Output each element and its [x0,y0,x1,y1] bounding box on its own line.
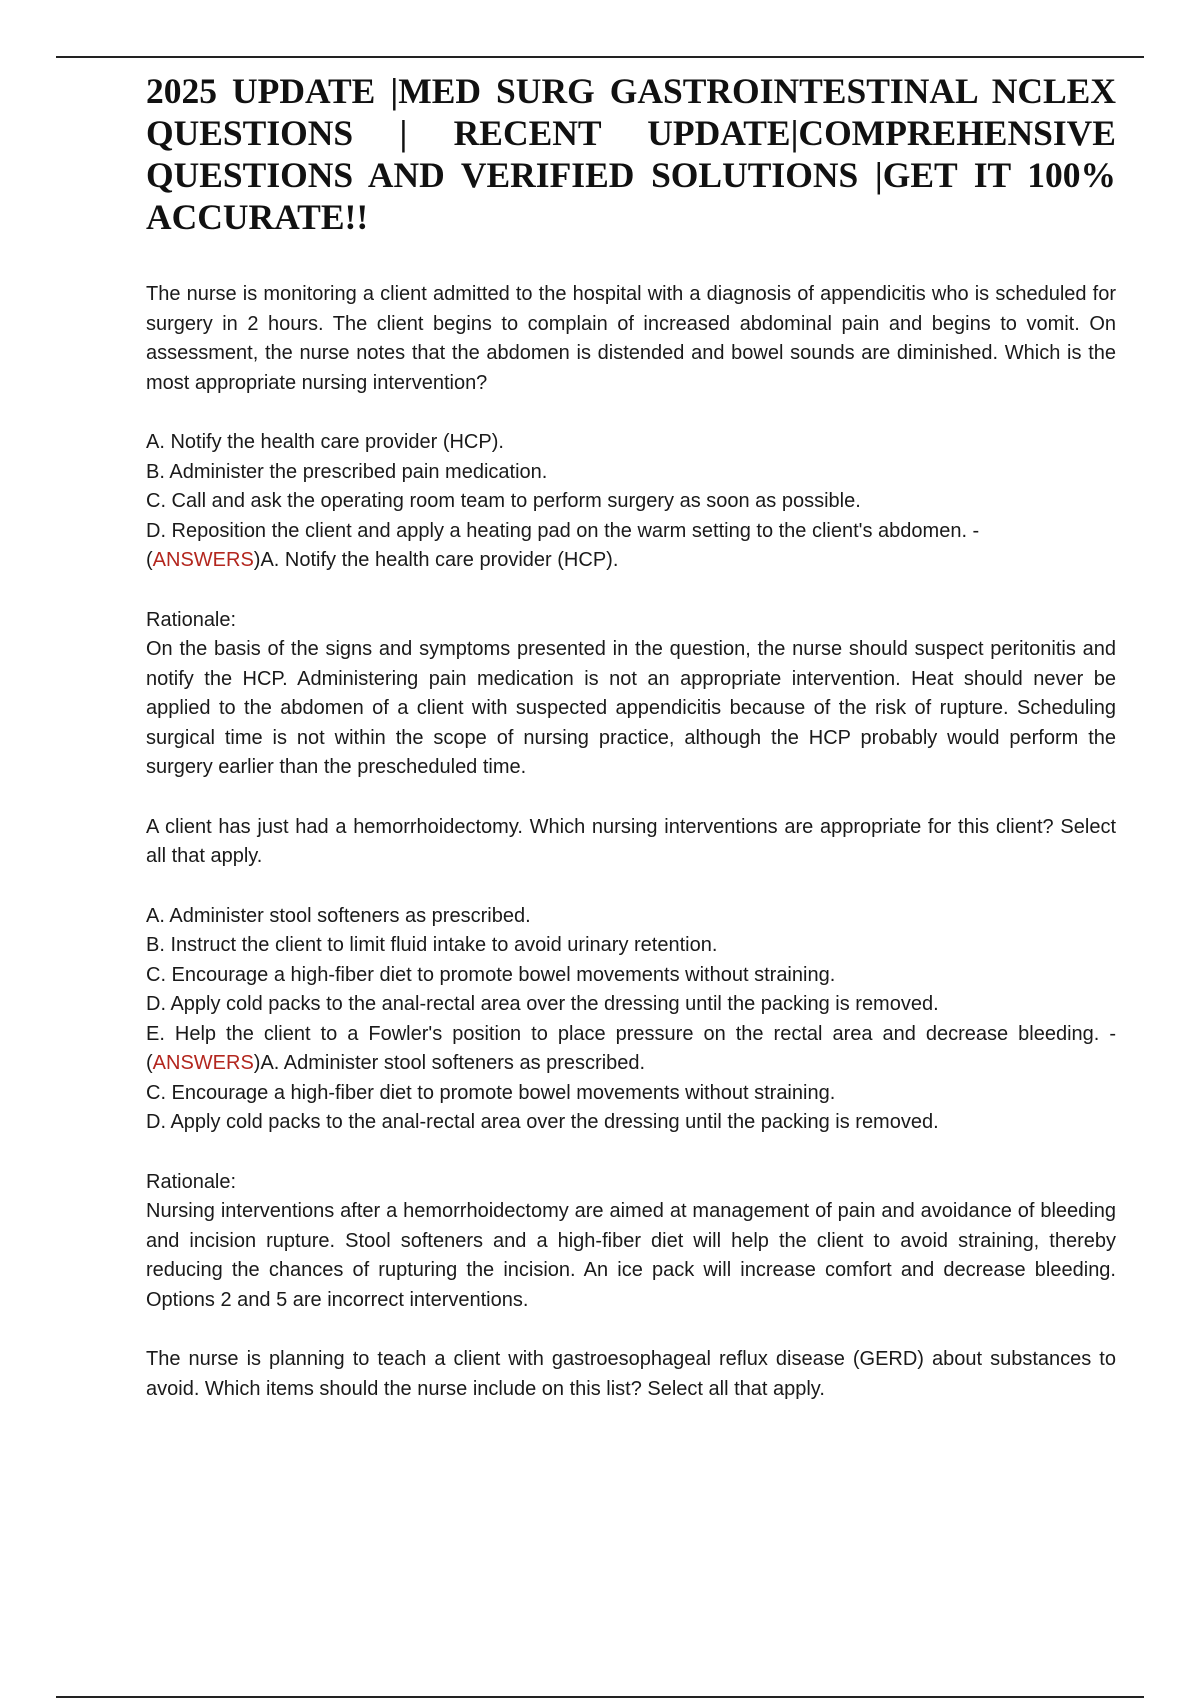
question-2-option-a: A. Administer stool softeners as prescribed. [146,904,531,927]
question-1-answer [146,546,1116,576]
question-1-option-c: C. Call and ask the operating room team to perform surgery as soon as possible. [146,490,861,512]
question-3-stem: The nurse is planning to teach a client with gastroesophageal reflux disease (GERD) about substances to avoid. Which items should the nurse include on this list? Select all that apply. [146,1348,1116,1400]
answers-tag: ANSWERS [152,549,254,571]
answer-open-paren: ( [146,549,153,571]
question-1-rationale-label: Rationale: [146,608,237,631]
question-2-stem: A client has just had a hemorrhoidectomy. Which nursing interventions are appropriate for this client? Select all that apply. [146,815,1116,867]
question-1-answer-text: )A. Notify the health care provider (HCP). [253,549,619,571]
top-rule [56,56,1144,58]
question-2-answer-extra: C. Encourage a high-fiber diet to promote bowel movements without straining. [146,1081,836,1104]
question-2-option-b: B. Instruct the client to limit fluid intake to avoid urinary retention. [146,934,718,956]
bottom-rule [56,1696,1144,1698]
question-2-answer-text: )A. Administer stool softeners as prescribed. [253,1052,646,1074]
question-1-option-a: A. Notify the health care provider (HCP). [146,431,504,453]
question-2-option-c: C. Encourage a high-fiber diet to promote bowel movements without straining. [146,963,836,986]
question-2-answer-extra: D. Apply cold packs to the anal-rectal area over the dressing until the packing is removed. [146,1111,939,1133]
question-1-rationale: On the basis of the signs and symptoms presented in the question, the nurse should suspect peritonitis and notify the HCP. Administering pain medication is not an appropriate intervention. Heat should never be applied to the abdomen of a client with suspected appendicitis because of the risk of rupture. Scheduling surgical time is not within the scope of nursing practice, although the HCP probably would perform the surgery earlier than the prescheduled time. [146,638,1116,778]
question-2-options [146,902,1116,1138]
question-2-rationale: Nursing interventions after a hemorrhoidectomy are aimed at management of pain and avoidance of bleeding and incision rupture. Stool softeners and a high-fiber diet will help the client to avoid straining, thereby reducing the chances of rupturing the incision. An ice pack will increase comfort and decrease bleeding. Options 2 and 5 are incorrect interventions. [146,1200,1116,1311]
question-1-stem: The nurse is monitoring a client admitted to the hospital with a diagnosis of appendicitis who is scheduled for surgery in 2 hours. The client begins to complain of increased abdominal pain and begins to vomit. On assessment, the nurse notes that the abdomen is distended and bowel sounds are diminished. Which is the most appropriate nursing intervention? [146,283,1116,394]
question-1-options [146,428,1116,576]
document-body [146,70,1116,1404]
question-2-rationale-label: Rationale: [146,1170,237,1193]
document-title: 2025 UPDATE |MED SURG GASTROINTESTINAL NCLEX QUESTIONS | RECENT UPDATE|COMPREHENSIVE QUESTIONS AND VERIFIED SOLUTIONS |GET IT 100% ACCURATE!! [146,71,1116,237]
question-2-option-e-with-answer [146,1020,1116,1079]
question-2-option-d: D. Apply cold packs to the anal-rectal area over the dressing until the packing is removed. [146,993,939,1015]
question-2-option-e: E. Help the client to a Fowler's position to place pressure on the rectal area and decrease bleeding. - ( [146,1022,1116,1074]
answers-tag: ANSWERS [152,1052,254,1074]
question-1-option-d: D. Reposition the client and apply a heating pad on the warm setting to the client's abdomen. - [146,519,980,542]
question-1-option-b: B. Administer the prescribed pain medication. [146,460,548,483]
